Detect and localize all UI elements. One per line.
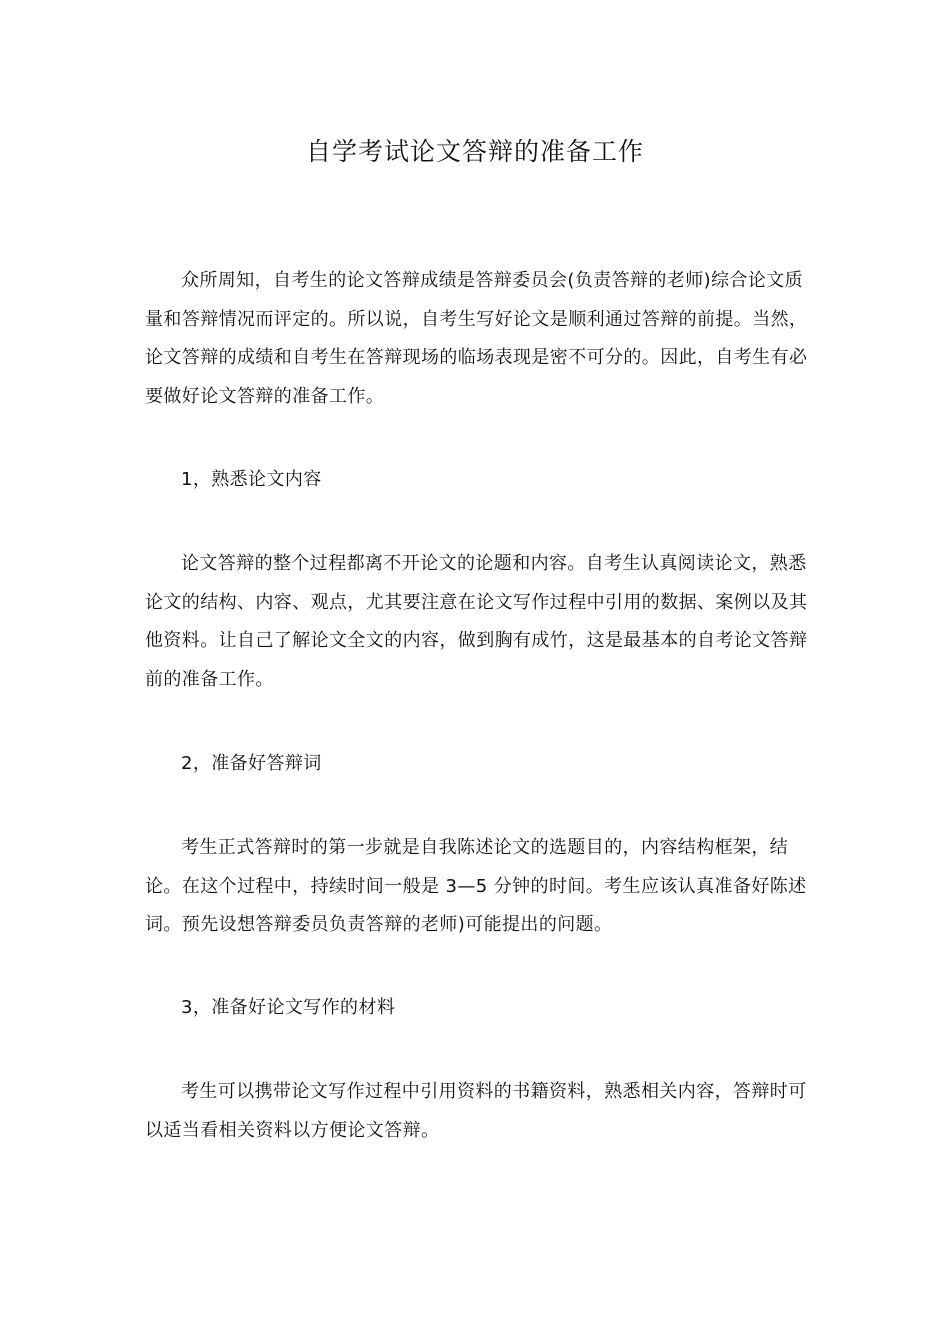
section-1-paragraph: 论文答辩的整个过程都离不开论文的论题和内容。自考生认真阅读论文，熟悉论文的结构、内容、观点，尤其要注意在论文写作过程中引用的数据、案例以及其他资料。让自己了解论文全文的内容，做到胸有成竹，这是最基本的自考论文答辩前的准备工作。 [145, 553, 808, 690]
section-2-paragraph: 考生正式答辩时的第一步就是自我陈述论文的选题目的，内容结构框架，结论。在这个过程中，持续时间一般是 3—5 分钟的时间。考生应该认真准备好陈述词。预先设想答辩委员负责答辩的老师)可能提出的问题。 [145, 837, 807, 935]
section-heading-1: 1，熟悉论文内容 [181, 469, 322, 490]
document-title: 自学考试论文答辩的准备工作 [305, 137, 644, 166]
intro-paragraph: 众所周知，自考生的论文答辩成绩是答辩委员会(负责答辩的老师)综合论文质量和答辩情况而评定的。所以说，自考生写好论文是顺利通过答辩的前提。当然，论文答辩的成绩和自考生在答辩现场的临场表现是密不可分的。因此，自考生有必要做好论文答辩的准备工作。 [145, 270, 808, 407]
section-heading-2: 2，准备好答辩词 [181, 753, 322, 774]
section-3-paragraph: 考生可以携带论文写作过程中引用资料的书籍资料，熟悉相关内容，答辩时可以适当看相关资料以方便论文答辩。 [145, 1081, 807, 1141]
section-heading-3: 3，准备好论文写作的材料 [181, 997, 396, 1018]
